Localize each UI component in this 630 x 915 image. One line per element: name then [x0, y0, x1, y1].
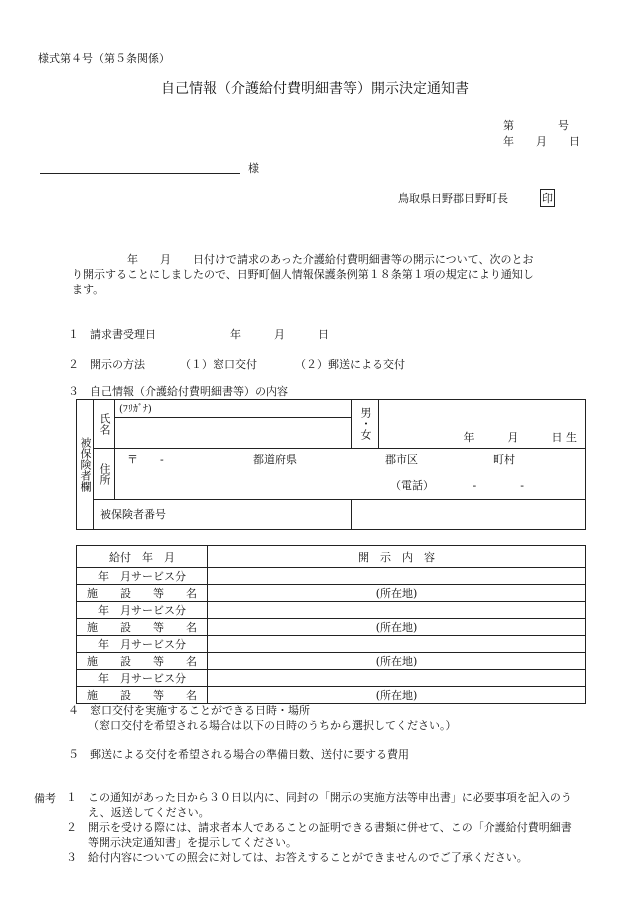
disclosure-content-cell — [208, 602, 586, 619]
insured-number-label: 被保険者番号 — [94, 499, 352, 529]
telephone-label: （電話） - - — [390, 478, 524, 492]
insured-number-field — [352, 499, 586, 529]
addressee-line — [40, 173, 240, 174]
facility-name-label: 施 設 等 名 — [77, 687, 208, 704]
remark-line: ２ 開示を受ける際には、請求者本人であることの証明できる書類に併せて、この「介護給付費明細書 — [66, 821, 572, 834]
address-label: 住所 — [94, 448, 115, 499]
benefit-month-cell: 年 月サービス分 — [77, 602, 208, 619]
page-title: 自己情報（介護給付費明細書等）開示決定通知書 — [161, 81, 469, 97]
sex-field: 男・女 — [352, 400, 379, 449]
form-number: 様式第４号（第５条関係） — [38, 52, 170, 65]
item1-date: 年 月 日 — [230, 328, 329, 341]
document-date: 年 月 日 — [503, 135, 580, 148]
facility-name-label: 施 設 等 名 — [77, 619, 208, 636]
facility-location-cell: (所在地) — [208, 687, 586, 704]
issuer: 鳥取県日野郡日野町長 — [398, 192, 508, 205]
city-label: 郡市区 — [385, 452, 418, 466]
remark-line: １ この通知があった日から３０日以内に、同封の「開示の実施方法等申出書」に必要事項を記入のう — [66, 791, 572, 804]
insured-section-label: 被保険者欄 — [77, 400, 94, 530]
birth-date-field: 年 月 日 生 — [379, 400, 586, 449]
facility-location-cell: (所在地) — [208, 585, 586, 602]
address-field — [115, 448, 586, 499]
furigana-field: (ﾌﾘｶﾞﾅ) — [115, 400, 352, 418]
name-label: 氏名 — [94, 400, 115, 449]
facility-name-label: 施 設 等 名 — [77, 653, 208, 670]
disclosure-content-cell — [208, 636, 586, 653]
benefit-month-cell: 年 月サービス分 — [77, 670, 208, 687]
facility-name-label: 施 設 等 名 — [77, 585, 208, 602]
item1-label: １ 請求書受理日 — [68, 328, 156, 341]
name-field — [115, 418, 352, 448]
remarks-list — [66, 790, 572, 865]
delivery-option-window: （１）窓口交付 — [180, 358, 257, 371]
facility-location-cell: (所在地) — [208, 619, 586, 636]
remark-line: ３ 給付内容についての照会に対しては、お答えすることができませんのでご了承ください。 — [66, 851, 528, 864]
prefecture-label: 都道府県 — [253, 452, 297, 466]
item2-label: ２ 開示の方法 — [68, 358, 145, 371]
item3-label: ３ 自己情報（介護給付費明細書等）の内容 — [68, 385, 288, 398]
disclosure-content-cell — [208, 670, 586, 687]
delivery-option-mail: （２）郵送による交付 — [295, 358, 405, 371]
town-label: 町村 — [493, 452, 515, 466]
intro-paragraph: 年 月 日付けで請求のあった介護給付費明細書等の開示について、次のとお り開示することにしましたので、日野町個人情報保護条例第１８条第１項の規定により通知し ます。 — [72, 253, 534, 296]
benefits-table — [76, 545, 586, 704]
benefit-month-cell: 年 月サービス分 — [77, 636, 208, 653]
benefit-month-header: 給付 年 月 — [77, 546, 208, 568]
item5-label: ５ 郵送による交付を希望される場合の準備日数、送付に要する費用 — [68, 748, 409, 761]
addressee-suffix: 様 — [248, 162, 259, 175]
item4-label: ４ 窓口交付を実施することができる日時・場所 — [68, 704, 310, 717]
insured-table — [76, 399, 586, 530]
remark-line: 等開示決定通知書」を提示してください。 — [66, 836, 297, 849]
benefit-month-cell: 年 月サービス分 — [77, 568, 208, 585]
disclosure-content-header: 開 示 内 容 — [208, 546, 586, 568]
seal-mark: 印 — [540, 189, 555, 207]
disclosure-content-cell — [208, 568, 586, 585]
facility-location-cell: (所在地) — [208, 653, 586, 670]
remark-line: え、返送してください。 — [66, 806, 210, 819]
remarks-heading: 備考 — [34, 792, 56, 805]
document-number: 第 号 — [503, 119, 569, 132]
item4-note: （窓口交付を希望される場合は以下の日時のうちから選択してください。） — [88, 719, 457, 732]
postal-code: 〒 - — [127, 452, 164, 466]
